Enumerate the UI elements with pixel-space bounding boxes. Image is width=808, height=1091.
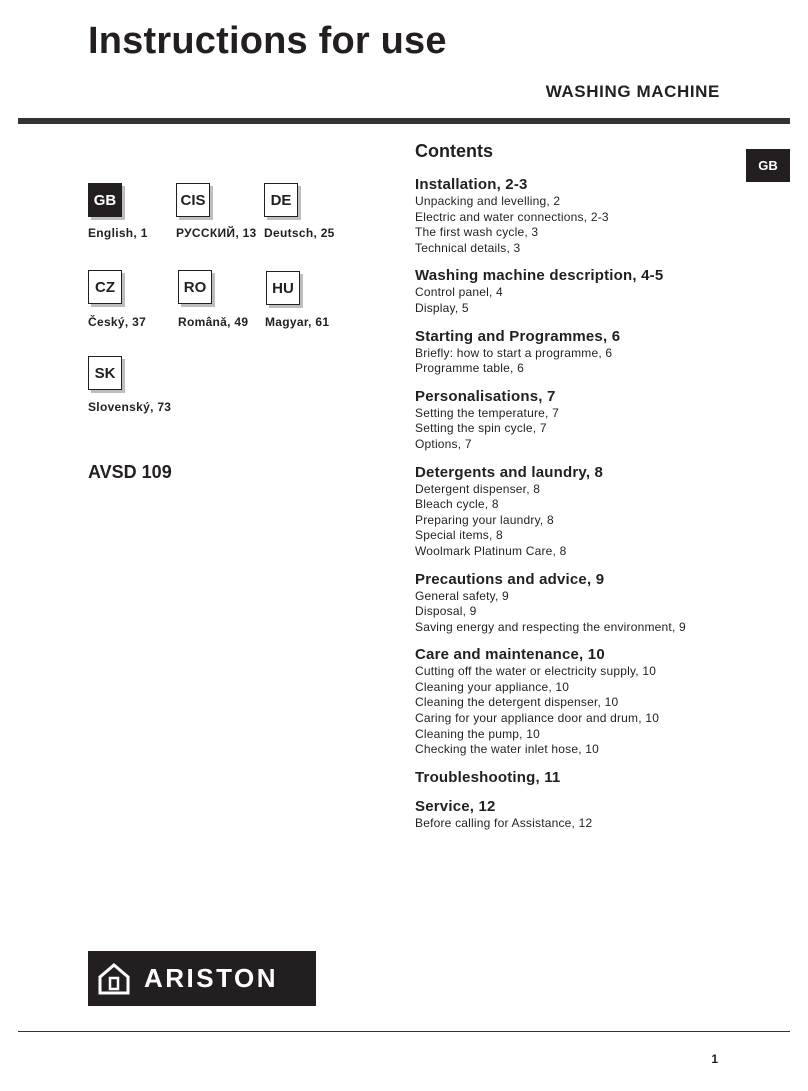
page-number: 1 bbox=[711, 1052, 718, 1066]
ariston-logo bbox=[88, 951, 316, 1006]
toc-item[interactable]: Disposal, 9 bbox=[415, 604, 477, 619]
toc-section bbox=[415, 327, 745, 377]
toc-section-title[interactable]: Personalisations, 7 bbox=[415, 387, 556, 405]
toc-item[interactable]: Setting the spin cycle, 7 bbox=[415, 421, 547, 436]
contents-heading: Contents bbox=[415, 141, 493, 161]
toc-item[interactable]: Detergent dispenser, 8 bbox=[415, 481, 541, 496]
toc-item[interactable]: The first wash cycle, 3 bbox=[415, 225, 539, 240]
toc-item[interactable]: Display, 5 bbox=[415, 300, 469, 315]
toc-section bbox=[415, 266, 745, 316]
language-code-cz[interactable]: CZ bbox=[88, 270, 122, 304]
toc-item[interactable]: General safety, 9 bbox=[415, 588, 509, 603]
toc-section-title[interactable]: Service, 12 bbox=[415, 797, 496, 815]
document-title: Instructions for use bbox=[88, 20, 447, 62]
toc-section-title[interactable]: Precautions and advice, 9 bbox=[415, 570, 605, 588]
toc-item[interactable]: Options, 7 bbox=[415, 436, 472, 451]
language-label-gb[interactable]: English, 1 bbox=[88, 226, 148, 240]
toc-item[interactable]: Saving energy and respecting the environment, 9 bbox=[415, 619, 686, 634]
language-code-hu[interactable]: HU bbox=[266, 271, 300, 305]
toc-item[interactable]: Before calling for Assistance, 12 bbox=[415, 815, 593, 830]
toc-section-title[interactable]: Installation, 2-3 bbox=[415, 176, 528, 193]
toc-section-title[interactable]: Care and maintenance, 10 bbox=[415, 646, 605, 664]
toc-section-title[interactable]: Detergents and laundry, 8 bbox=[415, 463, 604, 481]
toc-section bbox=[415, 645, 745, 758]
table-of-contents bbox=[415, 175, 745, 841]
toc-item[interactable]: Setting the temperature, 7 bbox=[415, 405, 559, 420]
logo-text: ARISTON bbox=[144, 963, 279, 993]
language-side-tab: GB bbox=[746, 149, 790, 182]
toc-section bbox=[415, 768, 745, 787]
toc-item[interactable]: Unpacking and levelling, 2 bbox=[415, 194, 561, 208]
document-subtitle: WASHING MACHINE bbox=[545, 82, 720, 101]
toc-item[interactable]: Technical details, 3 bbox=[415, 240, 521, 255]
toc-item[interactable]: Cutting off the water or electricity supply, 10 bbox=[415, 664, 657, 679]
toc-item[interactable]: Cleaning the detergent dispenser, 10 bbox=[415, 695, 619, 710]
toc-item[interactable]: Caring for your appliance door and drum, 10 bbox=[415, 711, 660, 726]
toc-item[interactable]: Briefly: how to start a programme, 6 bbox=[415, 345, 613, 360]
toc-item[interactable]: Woolmark Platinum Care, 8 bbox=[415, 543, 567, 558]
toc-item[interactable]: Programme table, 6 bbox=[415, 361, 524, 376]
toc-item[interactable]: Electric and water connections, 2-3 bbox=[415, 209, 609, 224]
toc-section bbox=[415, 797, 745, 832]
toc-section bbox=[415, 175, 745, 256]
language-code-ro[interactable]: RO bbox=[178, 270, 212, 304]
toc-item[interactable]: Bleach cycle, 8 bbox=[415, 497, 499, 512]
language-label-ro[interactable]: Română, 49 bbox=[178, 315, 249, 329]
language-code-de[interactable]: DE bbox=[264, 183, 298, 217]
language-label-cis[interactable]: РУССКИЙ, 13 bbox=[176, 226, 257, 240]
toc-section-title[interactable]: Starting and Programmes, 6 bbox=[415, 327, 621, 345]
toc-item[interactable]: Control panel, 4 bbox=[415, 285, 503, 300]
language-label-sk[interactable]: Slovenský, 73 bbox=[88, 400, 172, 414]
toc-section-title[interactable]: Troubleshooting, 11 bbox=[415, 768, 561, 786]
ariston-house-icon bbox=[98, 963, 130, 995]
language-label-de[interactable]: Deutsch, 25 bbox=[264, 226, 335, 240]
language-code-cis[interactable]: CIS bbox=[176, 183, 210, 217]
toc-item[interactable]: Preparing your laundry, 8 bbox=[415, 512, 554, 527]
toc-item[interactable]: Special items, 8 bbox=[415, 528, 503, 543]
language-label-cz[interactable]: Český, 37 bbox=[88, 315, 147, 329]
toc-section bbox=[415, 387, 745, 453]
language-code-gb[interactable]: GB bbox=[88, 183, 122, 217]
toc-item[interactable]: Checking the water inlet hose, 10 bbox=[415, 742, 600, 757]
toc-item[interactable]: Cleaning the pump, 10 bbox=[415, 726, 540, 741]
toc-section bbox=[415, 463, 745, 560]
header-divider bbox=[18, 118, 790, 124]
language-label-hu[interactable]: Magyar, 61 bbox=[265, 315, 330, 329]
language-code-sk[interactable]: SK bbox=[88, 356, 122, 390]
toc-item[interactable]: Cleaning your appliance, 10 bbox=[415, 679, 570, 694]
model-number: AVSD 109 bbox=[88, 462, 172, 482]
toc-section-title[interactable]: Washing machine description, 4-5 bbox=[415, 267, 664, 285]
footer-divider bbox=[18, 1031, 790, 1032]
toc-section bbox=[415, 570, 745, 636]
